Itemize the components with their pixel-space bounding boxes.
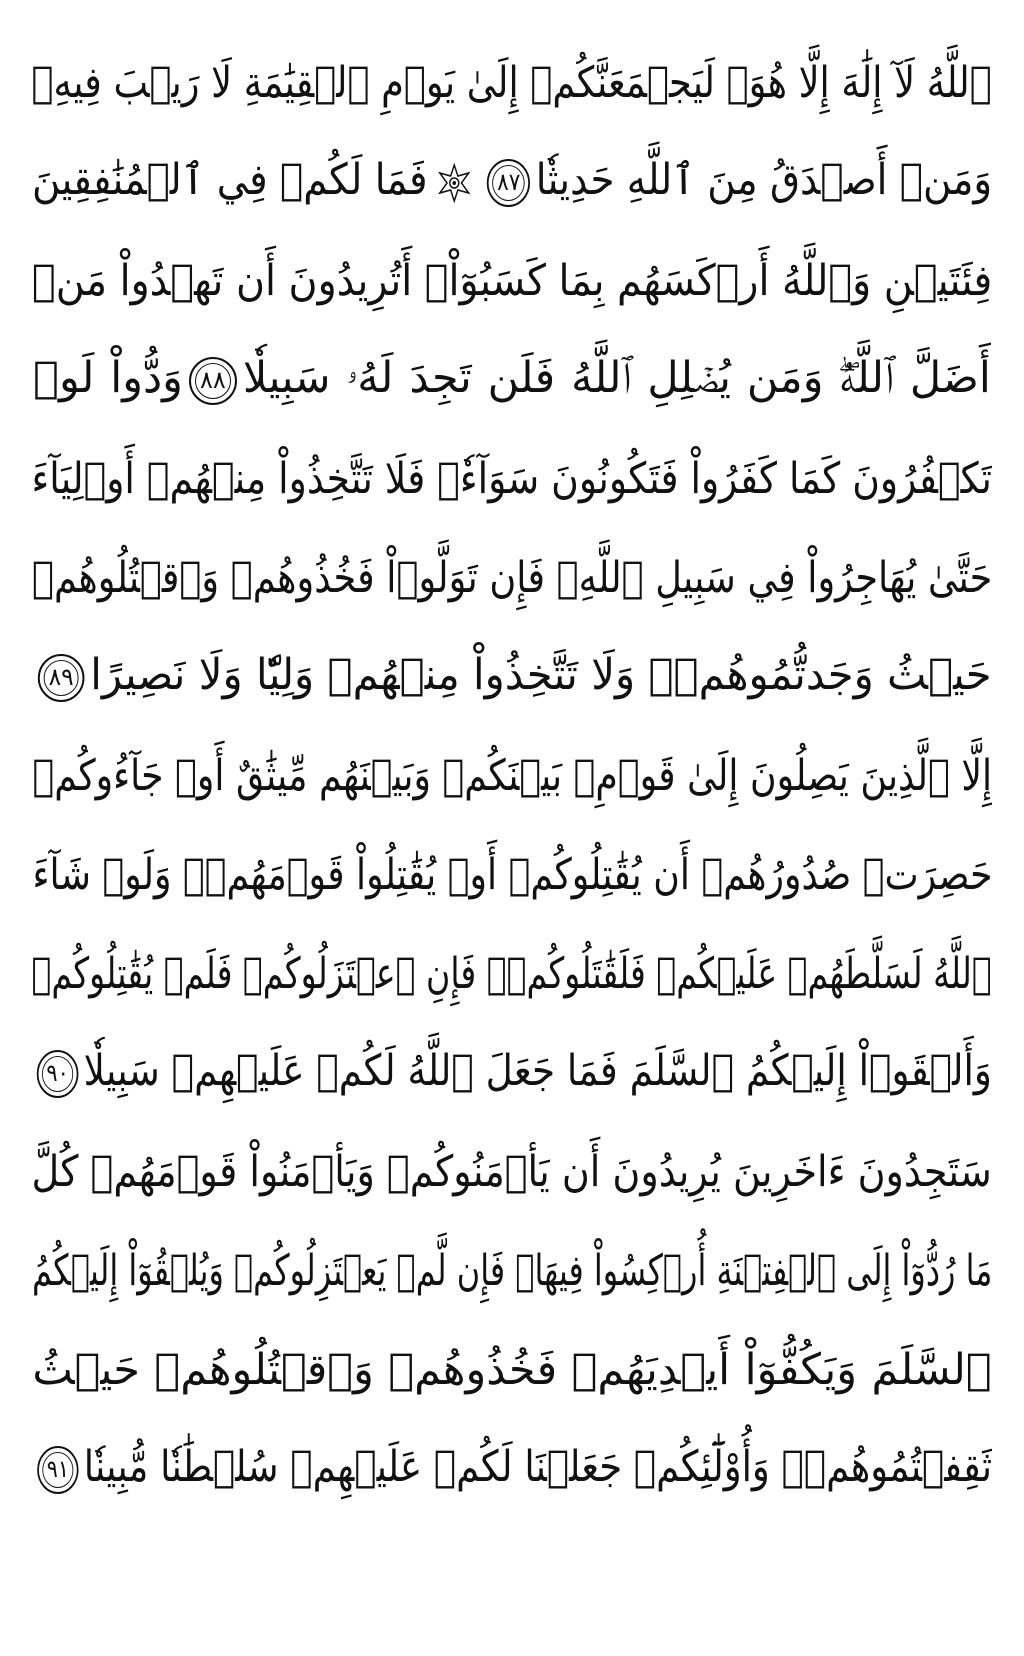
verse-text: حَيۡثُ وَجَدتُّمُوهُمۡۖ وَلَا تَتَّخِذُواْ مِنۡهُمۡ وَلِيّٗا وَلَا نَصِيرًا (90, 650, 992, 701)
text-line (32, 1123, 992, 1222)
text-line (32, 628, 992, 727)
verse-text: سَتَجِدُونَ ءَاخَرِينَ يُرِيدُونَ أَن يَأۡمَنُوكُمۡ وَيَأۡمَنُواْ قَوۡمَهُمۡ كُلَّ (32, 1146, 992, 1197)
verse-text: حَتَّىٰ يُهَاجِرُواْ فِي سَبِيلِ ٱللَّهِۚ فَإِن تَوَلَّوۡاْ فَخُذُوهُمۡ وَٱقۡتُلُوهُمۡ (32, 552, 992, 603)
verse-number-marker: ٨٨ (189, 357, 237, 405)
verse-text: ثَقِفۡتُمُوهُمۡۚ وَأُوْلَٰٓئِكُمۡ جَعَلۡنَا لَكُمۡ عَلَيۡهِمۡ سُلۡطَٰنٗا مُّبِينٗا (83, 1442, 992, 1493)
line-content (32, 255, 992, 306)
text-line (32, 232, 992, 331)
text-lines (32, 34, 992, 1519)
verse-text: تَكۡفُرُونَ كَمَا كَفَرُواْ فَتَكُونُونَ سَوَآءٗۖ فَلَا تَتَّخِذُواْ مِنۡهُمۡ أَوۡلِيَآءَ (32, 453, 992, 504)
line-content (32, 750, 992, 801)
line-content (32, 552, 992, 603)
line-content (32, 453, 992, 504)
line-content (32, 1344, 992, 1395)
line-content (32, 57, 992, 108)
text-line (32, 1321, 992, 1420)
text-line (32, 826, 992, 925)
text-line (32, 1024, 992, 1123)
verse-text: أَضَلَّ ٱللَّهُۖ وَمَن يُضۡلِلِ ٱللَّهُ فَلَن تَجِدَ لَهُۥ سَبِيلٗا (242, 353, 991, 404)
verse-number-marker: ٨٩ (38, 654, 85, 702)
text-line (32, 331, 992, 430)
line-content (33, 353, 991, 405)
verse-text: ٱللَّهُ لَآ إِلَٰهَ إِلَّا هُوَۚ لَيَجۡمَعَنَّكُمۡ إِلَىٰ يَوۡمِ ٱلۡقِيَٰمَةِ لَا رَيۡبَ فِيهِۗ (32, 57, 992, 108)
verse-text: ٱلسَّلَمَ وَيَكُفُّوٓاْ أَيۡدِيَهُمۡ فَخُذُوهُمۡ وَٱقۡتُلُوهُمۡ حَيۡثُ (32, 1344, 992, 1395)
hizb-star-icon (435, 161, 475, 205)
verse-text: فِئَتَيۡنِ وَٱللَّهُ أَرۡكَسَهُم بِمَا كَسَبُوٓاْۚ أَتُرِيدُونَ أَن تَهۡدُواْ مَنۡ (32, 255, 992, 306)
verse-text: فَمَا لَكُمۡ فِي ٱلۡمُنَٰفِقِينَ (32, 155, 428, 206)
verse-number-marker: ٨٧ (487, 159, 530, 207)
text-line (32, 529, 992, 628)
verse-text: ٱللَّهُ لَسَلَّطَهُمۡ عَلَيۡكُمۡ فَلَقَٰتَلُوكُمۡۚ فَإِنِ ٱعۡتَزَلُوكُمۡ فَلَمۡ يُقَٰتِلُوكُمۡ (32, 948, 992, 999)
text-line (32, 34, 992, 133)
verse-number-marker: ٩٠ (37, 1050, 79, 1098)
text-line (32, 430, 992, 529)
text-line (32, 1222, 992, 1321)
text-line (32, 1420, 992, 1519)
line-content (32, 1442, 992, 1494)
verse-text: إِلَّا ٱلَّذِينَ يَصِلُونَ إِلَىٰ قَوۡمِۭ بَيۡنَكُمۡ وَبَيۡنَهُم مِّيثَٰقٌ أَوۡ جَآءُوكُمۡ (32, 750, 992, 801)
text-line (32, 727, 992, 826)
line-content (32, 948, 992, 999)
verse-number-marker: ٩١ (37, 1446, 78, 1494)
line-content (32, 849, 992, 900)
verse-text: وَأَلۡقَوۡاْ إِلَيۡكُمُ ٱلسَّلَمَ فَمَا جَعَلَ ٱللَّهُ لَكُمۡ عَلَيۡهِمۡ سَبِيلٗا (83, 1046, 992, 1097)
line-content (32, 1046, 992, 1098)
text-line (32, 925, 992, 1024)
line-content (32, 650, 992, 702)
verse-text: مَا رُدُّوٓاْ إِلَى ٱلۡفِتۡنَةِ أُرۡكِسُواْ فِيهَاۚ فَإِن لَّمۡ يَعۡتَزِلُوكُمۡ وَيُلۡقُوٓاْ إِلَيۡكُمُ (32, 1245, 992, 1296)
line-content (32, 1146, 992, 1197)
line-content (32, 1245, 992, 1296)
line-content (32, 155, 992, 207)
verse-text: حَصِرَتۡ صُدُورُهُمۡ أَن يُقَٰتِلُوكُمۡ أَوۡ يُقَٰتِلُواْ قَوۡمَهُمۡۚ وَلَوۡ شَآءَ (32, 849, 992, 900)
verse-text: وَدُّواْ لَوۡ (33, 353, 183, 404)
verse-text: وَمَنۡ أَصۡدَقُ مِنَ ٱللَّهِ حَدِيثٗا (535, 155, 992, 206)
text-line (32, 133, 992, 232)
